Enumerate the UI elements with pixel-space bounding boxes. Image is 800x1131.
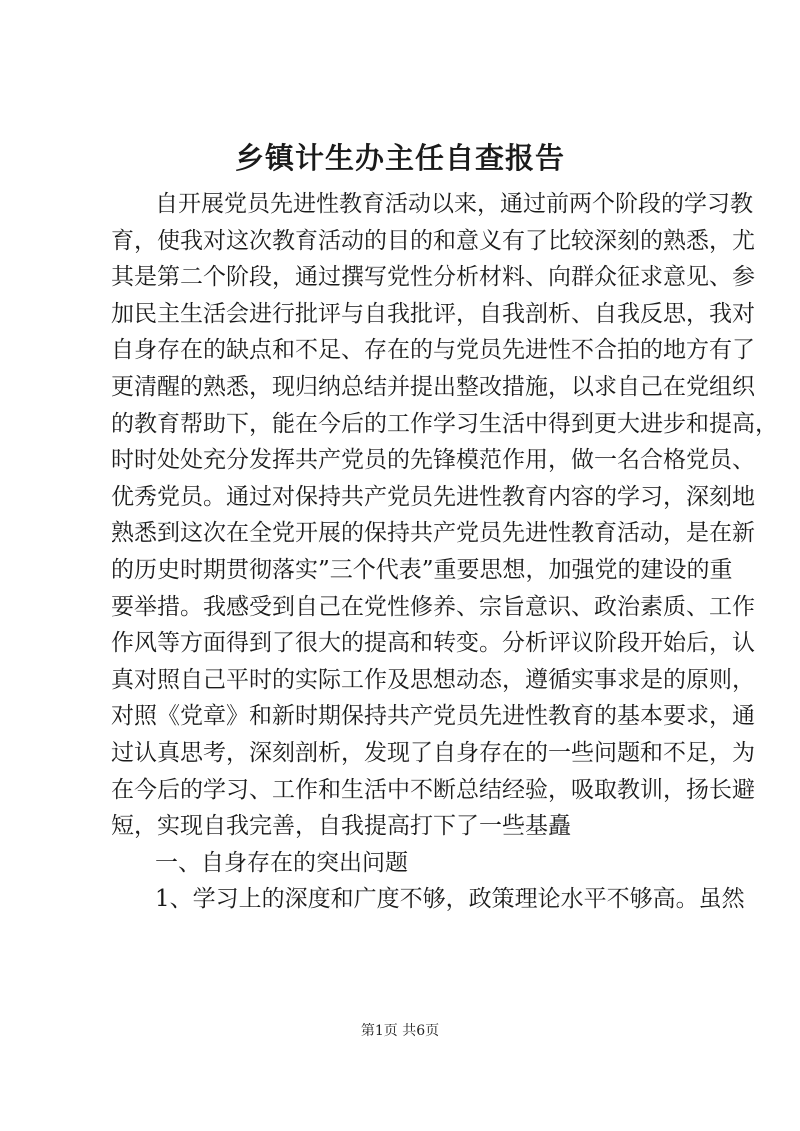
text-line: 的教育帮助下，能在今后的工作学习生活中得到更大进步和提高， bbox=[111, 410, 778, 437]
text-line: 自开展党员先进性教育活动以来，通过前两个阶段的学习教 bbox=[155, 191, 753, 217]
text-line: 育，使我对这次教育活动的目的和意义有了比较深刻的熟悉，尤 bbox=[111, 227, 755, 254]
text-line: 1、学习上的深度和广度不够，政策理论水平不够高。虽然 bbox=[155, 886, 745, 913]
text-line: 熟悉到这次在全党开展的保持共产党员先进性教育活动，是在新 bbox=[111, 520, 755, 547]
text-line: 其是第二个阶段，通过撰写党性分析材料、向群众征求意见、参 bbox=[111, 264, 755, 291]
page-footer: 第1页 共6页 bbox=[360, 1023, 440, 1039]
text-line: 在今后的学习、工作和生活中不断总结经验，吸取教训，扬长避 bbox=[111, 776, 755, 803]
text-line: 短，实现自我完善，自我提高打下了一些基矗 bbox=[111, 813, 571, 840]
text-line: 时时处处充分发挥共产党员的先锋模范作用，做一名合格党员、 bbox=[111, 447, 755, 474]
text-line: 优秀党员。通过对保持共产党员先进性教育内容的学习，深刻地 bbox=[111, 483, 755, 510]
document-title: 乡镇计生办主任自查报告 bbox=[234, 141, 565, 175]
text-line: 要举措。我感受到自己在党性修养、宗旨意识、政治素质、工作 bbox=[111, 593, 755, 620]
text-line: 加民主生活会进行批评与自我批评，自我剖析、自我反思，我对 bbox=[111, 300, 755, 327]
text-line: 过认真思考，深刻剖析，发现了自身存在的一些问题和不足，为 bbox=[111, 739, 755, 766]
text-line: 更清醒的熟悉，现归纳总结并提出整改措施，以求自己在党组织 bbox=[111, 373, 755, 400]
text-line: 对照《党章》和新时期保持共产党员先进性教育的基本要求，通 bbox=[111, 703, 755, 730]
text-line: 的历史时期贯彻落实”三个代表”重要思想，加强党的建设的重 bbox=[111, 556, 733, 583]
text-line: 作风等方面得到了很大的提高和转变。分析评议阶段开始后，认 bbox=[111, 630, 755, 657]
text-line: 自身存在的缺点和不足、存在的与党员先进性不合拍的地方有了 bbox=[111, 337, 755, 364]
section-heading: 一、自身存在的突出问题 bbox=[155, 849, 408, 876]
document-body bbox=[111, 186, 778, 918]
text-line: 真对照自己平时的实际工作及思想动态，遵循实事求是的原则， bbox=[111, 666, 755, 693]
